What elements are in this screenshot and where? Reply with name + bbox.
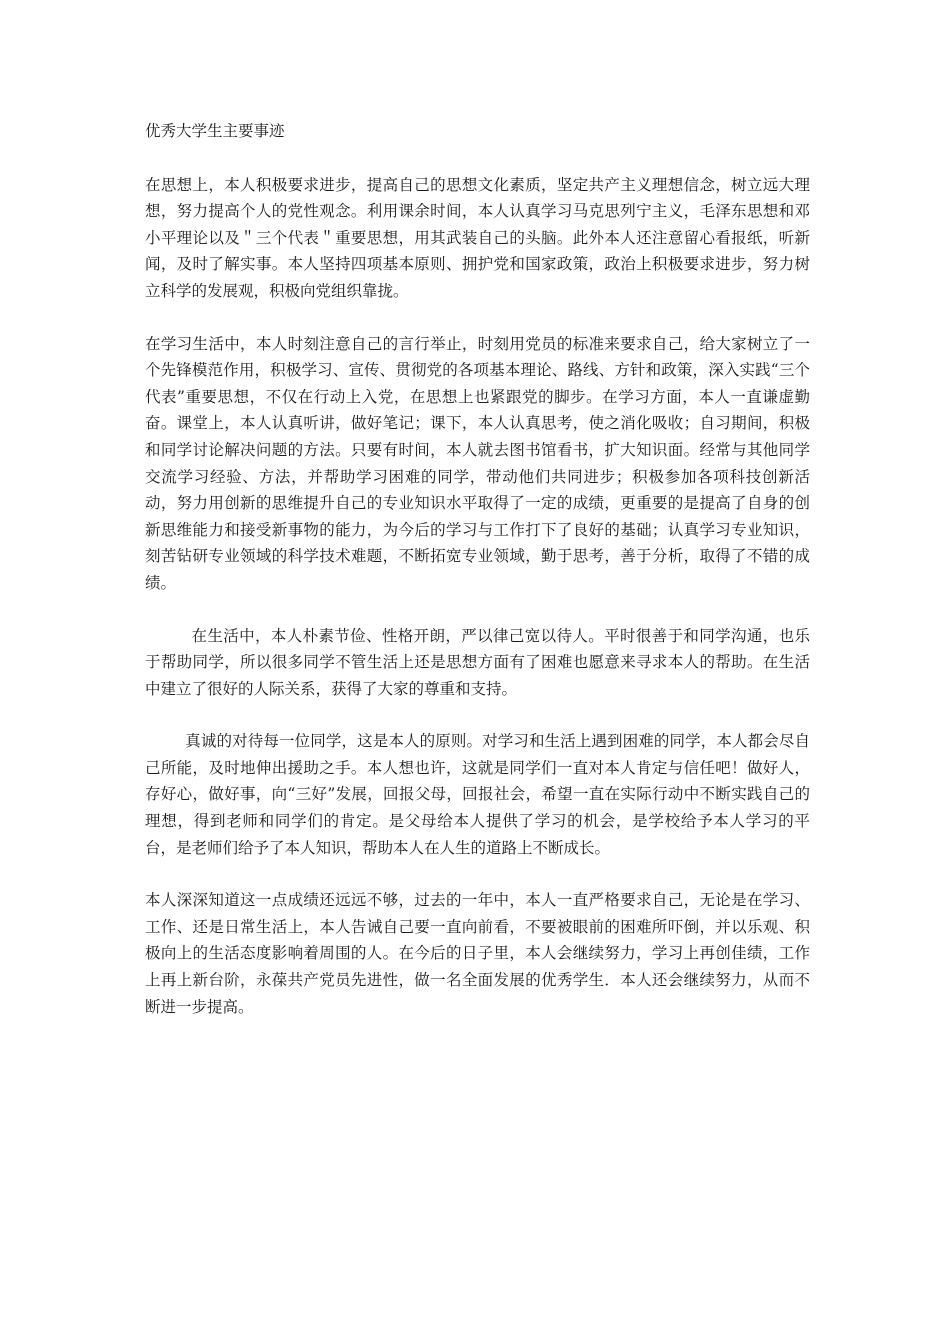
paragraph-outlook: 本人深深知道这一点成绩还远远不够，过去的一年中，本人一直严格要求自己，无论是在学习、工作、还是日常生活上，本人告诫自己要一直向前看，不要被眼前的困难所吓倒，并以乐观、积极向上的生活态度影响着周围的人。在今后的日子里，本人会继续努力，学习上再创佳绩，工作上再上新台阶，永葆共产党员先进性，做一名全面发展的优秀学生．本人还会继续努力，从而不断进一步提高。	[145, 891, 810, 1016]
paragraph-life: 在生活中，本人朴素节俭、性格开朗，严以律己宽以待人。平时很善于和同学沟通，也乐于帮助同学，所以很多同学不管生活上还是思想方面有了困难也愿意来寻求本人的帮助。在生活中建立了很好的人际关系，获得了大家的尊重和支持。	[145, 626, 810, 698]
paragraph-sincerity: 真诚的对待每一位同学，这是本人的原则。对学习和生活上遇到困难的同学，本人都会尽自己所能，及时地伸出援助之手。本人想也许，这就是同学们一直对本人肯定与信任吧！做好人，存好心，做好事，向“三好”发展，回报父母，回报社会，希望一直在实际行动中不断实践自己的理想，得到老师和同学们的肯定。是父母给本人提供了学习的机会，是学校给予本人学习的平台，是老师们给予了本人知识，帮助本人在人生的道路上不断成长。	[145, 732, 810, 857]
document-page	[145, 118, 810, 1046]
paragraph-study: 在学习生活中，本人时刻注意自己的言行举止，时刻用党员的标准来要求自己，给大家树立了一个先锋模范作用，积极学习、宣传、贯彻党的各项基本理论、路线、方针和政策，深入实践“三个代表”重要思想，不仅在行动上入党，在思想上也紧跟党的脚步。在学习方面，本人一直谦虚勤奋。课堂上，本人认真听讲，做好笔记；课下，本人认真思考，使之消化吸收；自习期间，积极和同学讨论解决问题的方法。只要有时间，本人就去图书馆看书，扩大知识面。经常与其他同学交流学习经验、方法，并帮助学习困难的同学，带动他们共同进步；积极参加各项科技创新活动，努力用创新的思维提升自己的专业知识水平取得了一定的成绩，更重要的是提高了自身的创新思维能力和接受新事物的能力，为今后的学习与工作打下了良好的基础；认真学习专业知识，刻苦钻研专业领域的科学技术难题，不断拓宽专业领域，勤于思考，善于分析，取得了不错的成绩。	[145, 334, 810, 592]
paragraph-ideology: 在思想上，本人积极要求进步，提高自己的思想文化素质，坚定共产主义理想信念，树立远大理想，努力提高个人的党性观念。利用课余时间，本人认真学习马克思列宁主义，毛泽东思想和邓小平理论以及＂三个代表＂重要思想，用其武装自己的头脑。此外本人还注意留心看报纸，听新闻，及时了解实事。本人坚持四项基本原则、拥护党和国家政策，政治上积极要求进步，努力树立科学的发展观，积极向党组织靠拢。	[145, 175, 810, 300]
document-title: 优秀大学生主要事迹	[145, 122, 285, 140]
